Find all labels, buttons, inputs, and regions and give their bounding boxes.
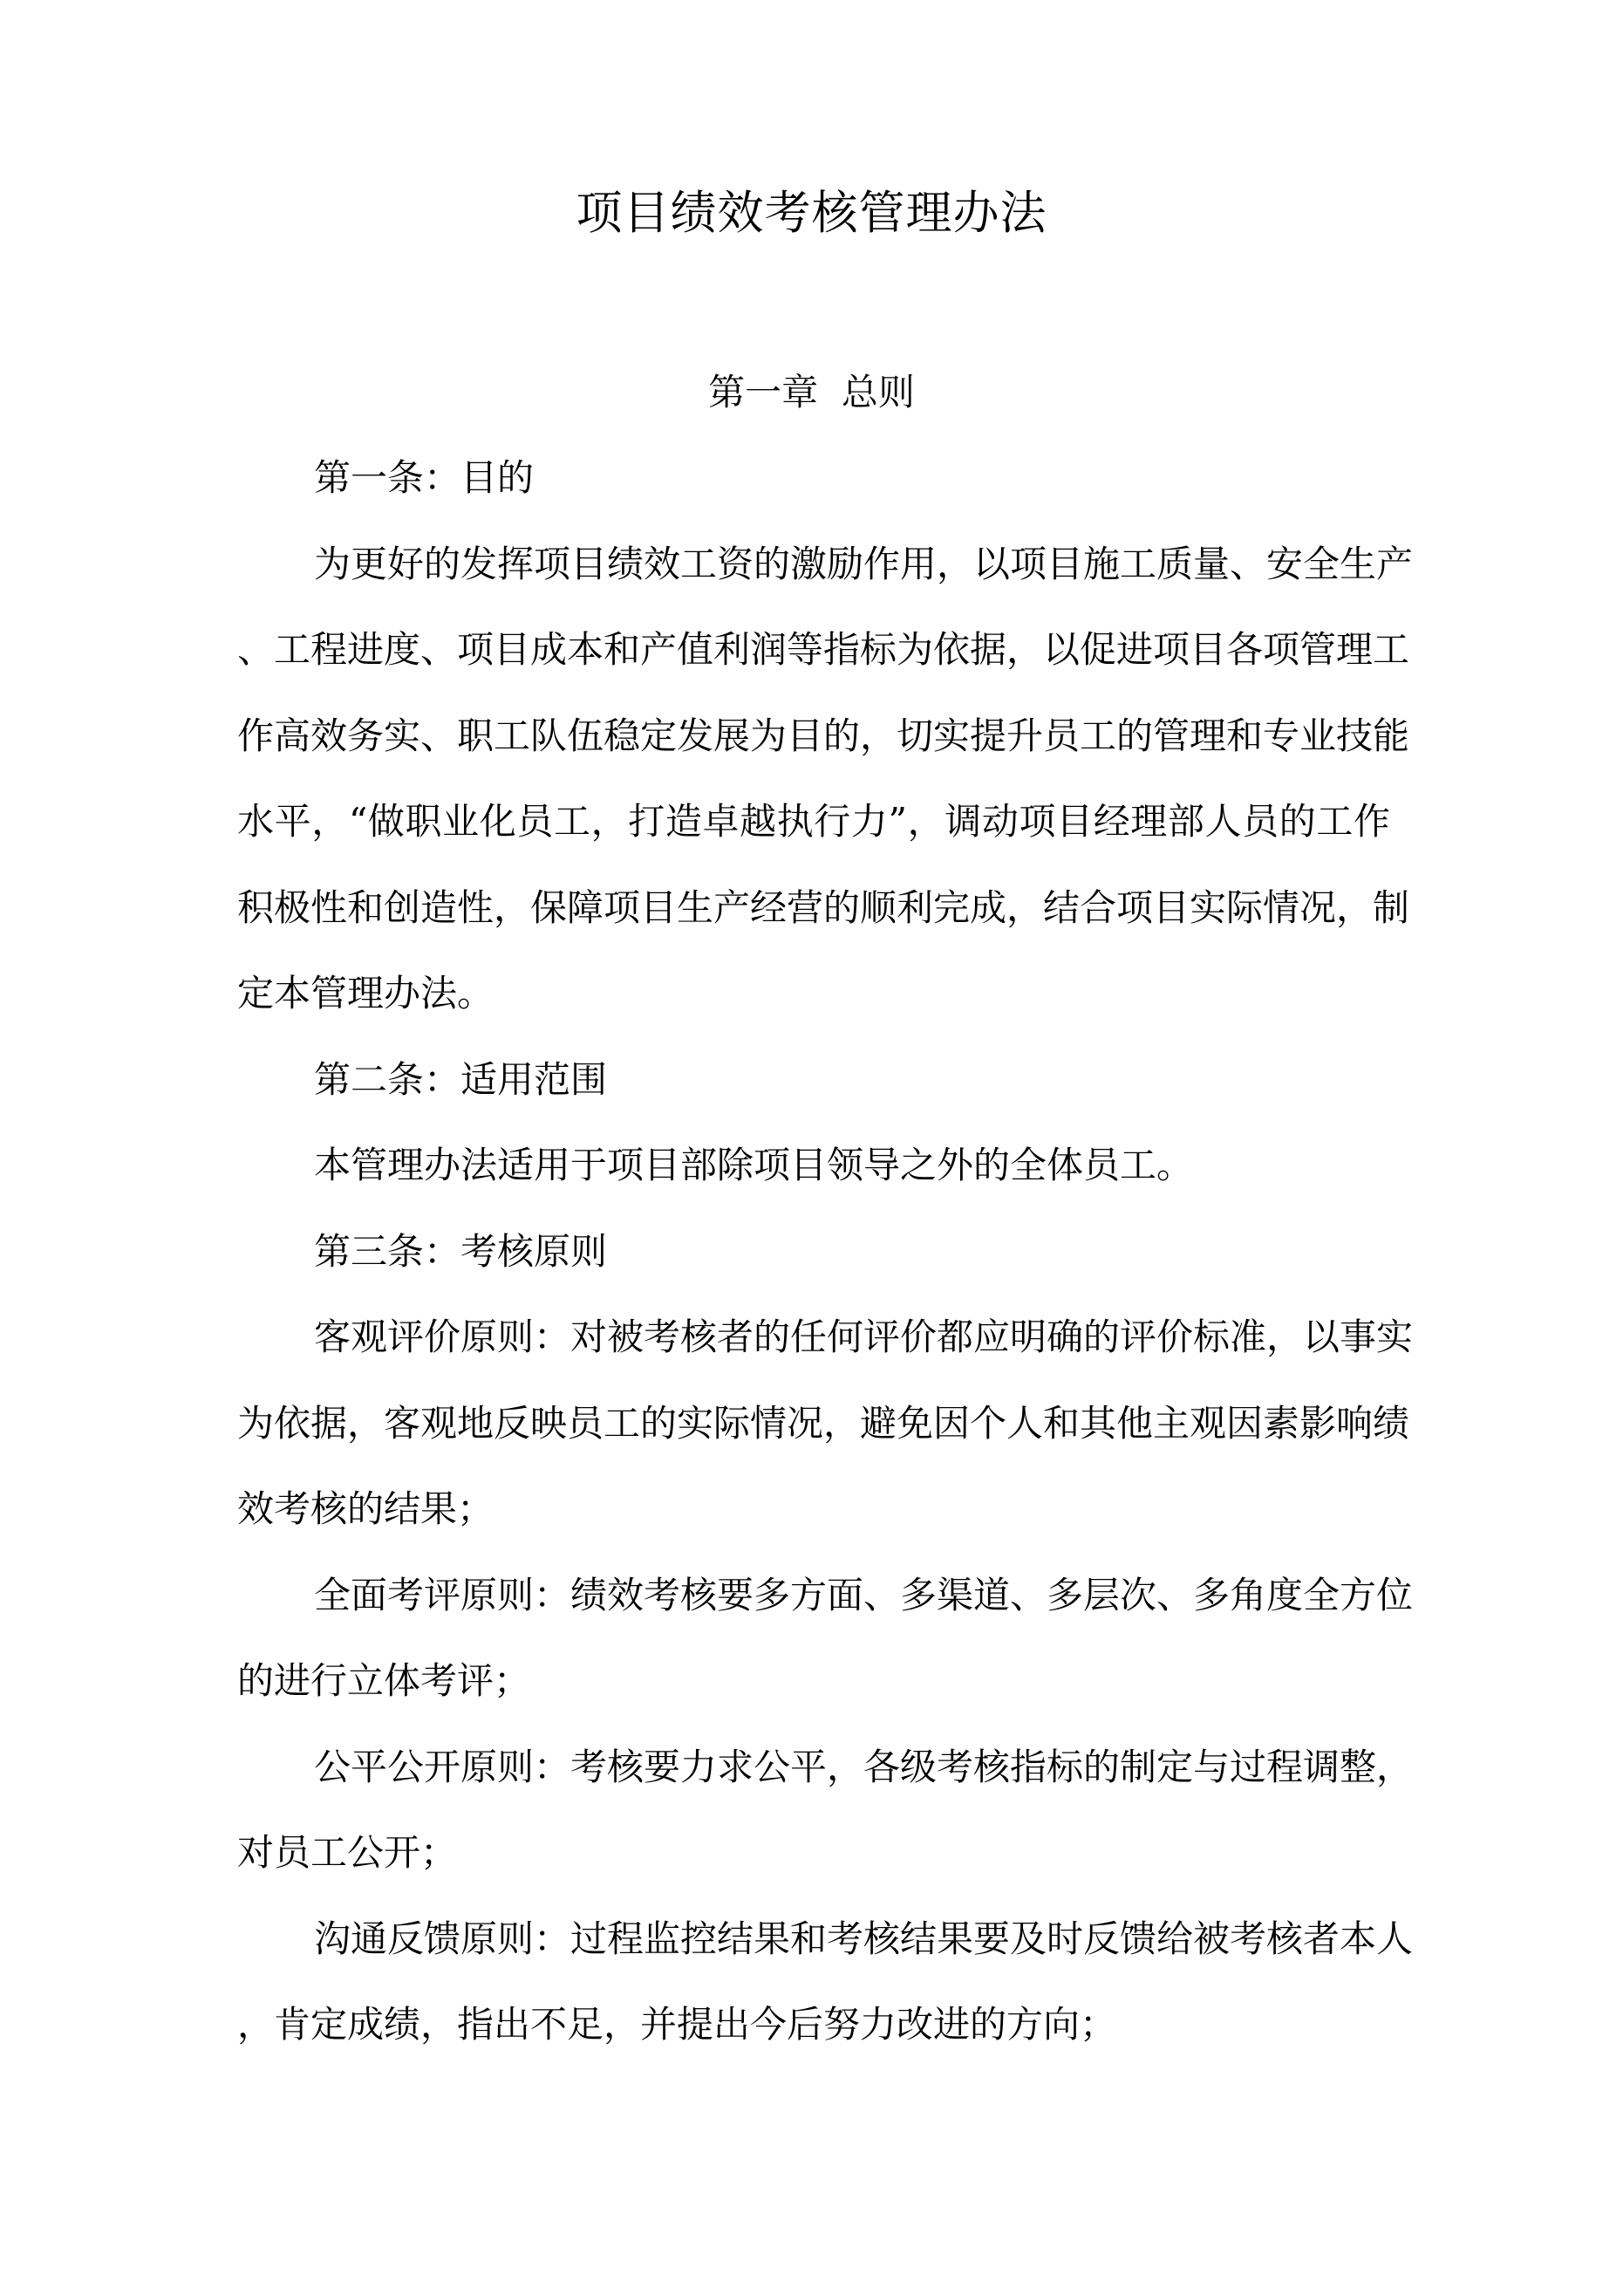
article-1-line: 、工程进度、项目成本和产值利润等指标为依据，以促进项目各项管理工 xyxy=(237,628,1410,671)
article-1-line: 为更好的发挥项目绩效工资的激励作用，以项目施工质量、安全生产 xyxy=(314,543,1414,585)
principle-line: 为依据，客观地反映员工的实际情况，避免因个人和其他主观因素影响绩 xyxy=(237,1402,1410,1445)
article-1-heading: 第一条：目的 xyxy=(314,456,535,499)
document-title: 项目绩效考核管理办法 xyxy=(576,187,1047,240)
principle-line: 对员工公开； xyxy=(237,1831,458,1874)
principle-line: ，肯定成绩，指出不足，并提出今后努力改进的方向； xyxy=(237,2003,1117,2046)
article-1-line: 定本管理办法。 xyxy=(237,972,494,1015)
article-1-line: 水平，“做职业化员工，打造卓越执行力”，调动项目经理部人员的工作 xyxy=(237,800,1390,843)
article-3-heading: 第三条：考核原则 xyxy=(314,1230,608,1273)
principle-line: 公平公开原则：考核要力求公平，各级考核指标的制定与过程调整， xyxy=(314,1746,1414,1788)
principle-line: 客观评价原则：对被考核者的任何评价都应明确的评价标准，以事实 xyxy=(314,1315,1414,1358)
article-1-line: 作高效务实、职工队伍稳定发展为目的，切实提升员工的管理和专业技能 xyxy=(237,714,1410,757)
article-2-text: 本管理办法适用于项目部除项目领导之外的全体员工。 xyxy=(314,1144,1194,1186)
article-2-heading: 第二条：适用范围 xyxy=(314,1058,608,1101)
principle-line: 全面考评原则：绩效考核要多方面、多渠道、多层次、多角度全方位 xyxy=(314,1574,1414,1616)
article-1-line: 积极性和创造性，保障项目生产经营的顺利完成，结合项目实际情况，制 xyxy=(237,886,1410,929)
chapter-heading: 第一章 总则 xyxy=(708,371,915,413)
principle-line: 效考核的结果； xyxy=(237,1487,494,1530)
principle-line: 的进行立体考评； xyxy=(237,1659,531,1702)
principle-line: 沟通反馈原则：过程监控结果和考核结果要及时反馈给被考核者本人 xyxy=(314,1917,1414,1960)
